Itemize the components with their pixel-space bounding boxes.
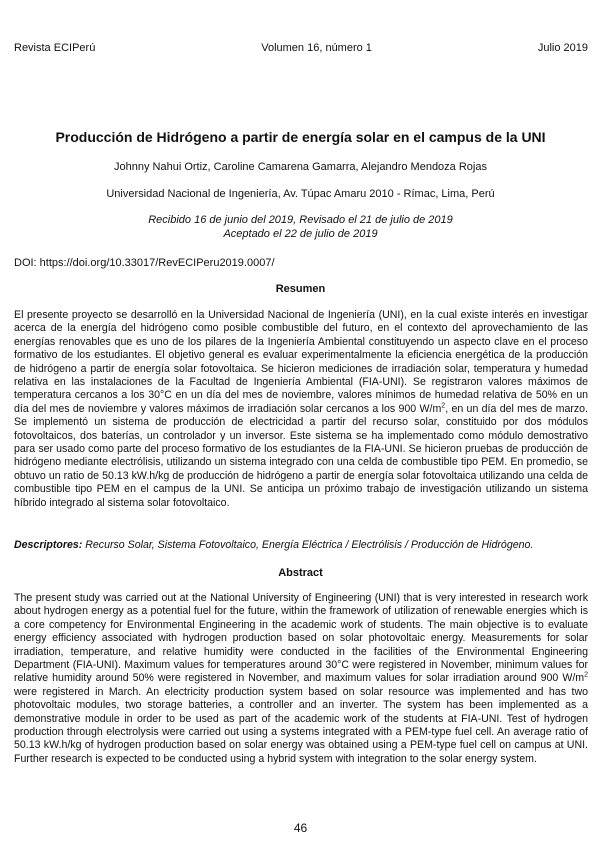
affiliation: Universidad Nacional de Ingeniería, Av. Túpac Amaru 2010 - Rímac, Lima, Perú bbox=[106, 188, 495, 200]
resumen-text-part2: , en un día del mes de marzo. Se implementó un sistema de producción de electricidad a partir del recurso solar, constituido por dos módulos fotovoltaicos, dos baterías, un controlador y un inversor. Este sistema se ha implementado como módulo demostrativo para ser usado como parte del proceso formativo de los estudiantes de la FIA-UNI. Se hicieron pruebas de producción de hidrógeno mediante electrólisis, utilizando un sistema integrado con una celda de combustible tipo PEM. En promedio, se obtuvo un ratio de 50.13 kW.h/kg de producción de hidrógeno a partir de energía solar fotovoltaica utilizando una celda de combustible tipo PEM en el campus de la UNI. Se anticipa un próximo trabajo de investigación utilizando un sistema híbrido integrado al sistema solar fotovoltaico. bbox=[14, 402, 588, 509]
author-list: Johnny Nahui Ortiz, Caroline Camarena Gamarra, Alejandro Mendoza Rojas bbox=[114, 161, 487, 173]
resumen-heading: Resumen bbox=[275, 283, 326, 295]
resumen-text bbox=[14, 309, 588, 510]
keywords-label: Descriptores: bbox=[14, 539, 83, 551]
keywords bbox=[14, 539, 588, 552]
abstract-text-part1: The present study was carried out at the National University of Engineering (UNI) that is very interested in research work about hydrogen energy as a potential fuel for the future, within the framework of utilization of renewable energies which is a core competency for Environmental Engineering in the academic work of students. The main objective is to evaluate energy efficiency associated with hydrogen production based on solar photovoltaic energy. Measurements for solar irradiation, temperature, and relative humidity were conducted in the facilities of the Environmental Engineering Department (FIA-UNI). Maximum values for temperatures around 30°C were registered in November, minimum values for relative humidity around 50% were registered in November, and maximum values for solar irradiation around 900 W/m bbox=[14, 592, 588, 685]
paper-title: Producción de Hidrógeno a partir de energía solar en el campus de la UNI bbox=[55, 129, 546, 145]
volume-issue: Volumen 16, número 1 bbox=[261, 42, 372, 54]
abstract-text bbox=[14, 592, 588, 766]
keywords-text: Recurso Solar, Sistema Fotovoltaico, Energía Eléctrica / Electrólisis / Producción de Hidrógeno. bbox=[82, 539, 534, 551]
journal-name: Revista ECIPerú bbox=[14, 42, 96, 54]
page-number: 46 bbox=[293, 821, 308, 835]
abstract-text-part2: were registered in March. An electricity production system based on solar resource was implemented and has two photovoltaic modules, two storage batteries, a controller and an inverter. The system has been implemented as a demonstrative module in order to be used as part of the academic work of the students at FIA-UNI. Test of hydrogen production through electrolysis were carried out using a systems integrated with a PEM-type fuel cell. An average ratio of 50.13 kW.h/kg of hydrogen production based on solar energy was obtained using a PEM-type fuel cell on campus at UNI. Further research is expected to be conducted using a hybrid system with integration to the solar energy system. bbox=[14, 685, 588, 765]
abstract-superscript: 2 bbox=[584, 671, 588, 679]
doi-link[interactable]: DOI: https://doi.org/10.33017/RevECIPeru2019.0007/ bbox=[14, 257, 275, 269]
running-header bbox=[14, 41, 588, 55]
resumen-superscript: 2 bbox=[441, 402, 446, 410]
abstract-heading: Abstract bbox=[278, 567, 323, 579]
submission-dates bbox=[0, 214, 601, 241]
issue-date: Julio 2019 bbox=[537, 42, 588, 54]
received-date: Recibido 16 de junio del 2019, Revisado el 21 de julio de 2019 bbox=[148, 214, 453, 226]
accepted-date: Aceptado el 22 de julio de 2019 bbox=[223, 227, 378, 240]
resumen-text-part1: El presente proyecto se desarrolló en la Universidad Nacional de Ingeniería (UNI), en la cual existe interés en investigar acerca de la energía del hidrógeno como posible combustible del futuro, en el contexto del aprovechamiento de las energías renovables que es uno de los pilares de la Ingeniería Ambiental constituyendo un aspecto clave en el proceso formativo de los estudiantes. El objetivo general es evaluar experimentalmente la eficiencia energética de la producción de hidrógeno a partir de energía solar fotovoltaica. Se hicieron mediciones de irradiación solar, temperatura y humedad relativa en las instalaciones de la Facultad de Ingeniería Ambiental (FIA-UNI). Se registraron valores máximos de temperatura cercanos a los 30°C en un día del mes de noviembre, valores mínimos de humedad relativa de 50% en un día del mes de noviembre y valores máximos de irradiación solar cercanos a los 900 W/m bbox=[14, 309, 588, 415]
